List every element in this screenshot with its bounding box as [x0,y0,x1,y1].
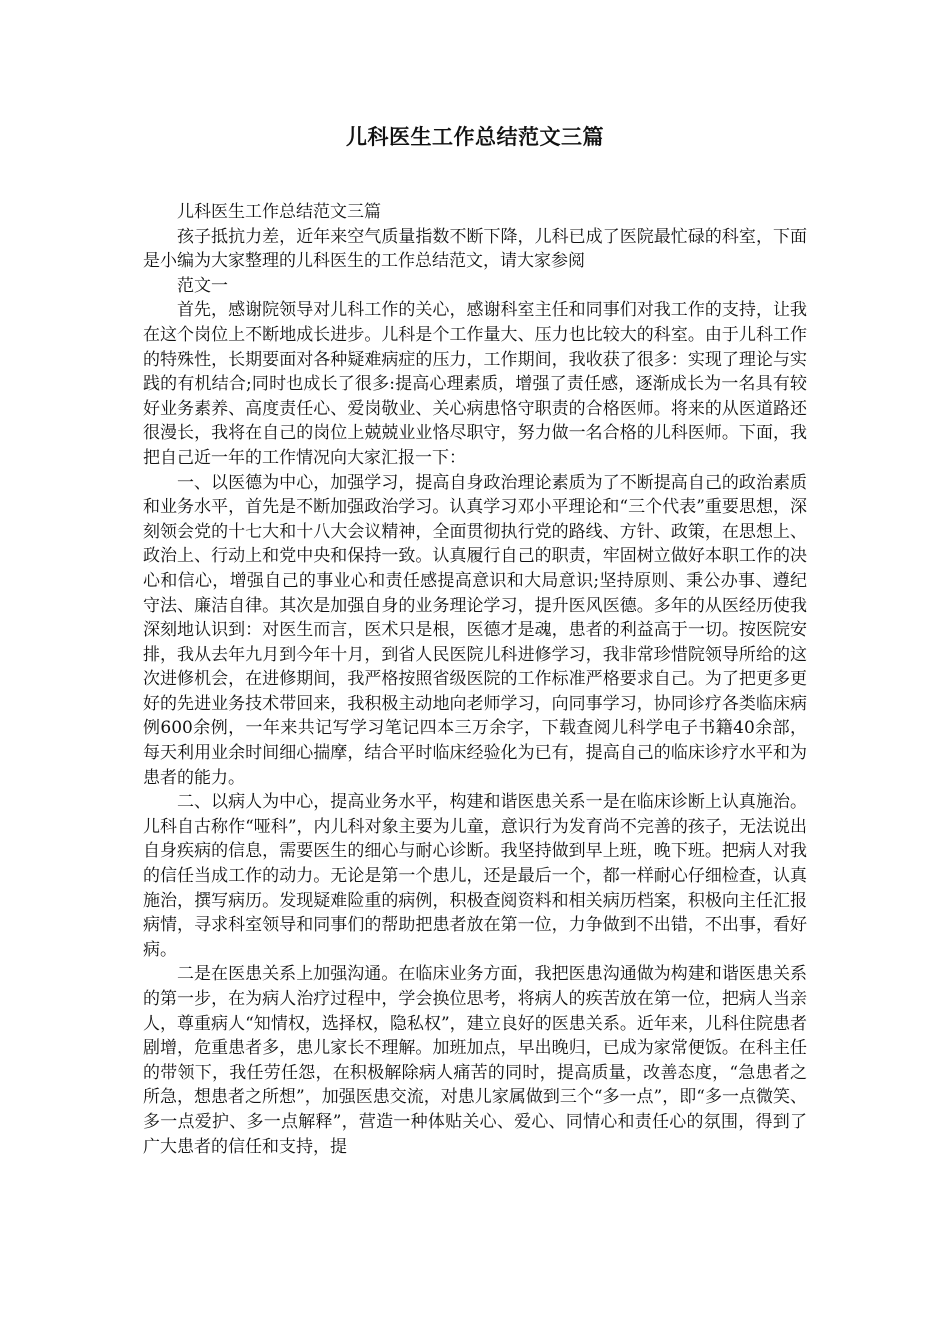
paragraph: 首先，感谢院领导对儿科工作的关心，感谢科室主任和同事们对我工作的支持，让我在这个岗位上不断地成长进步。儿科是个工作量大、压力也比较大的科室。由于儿科工作的特殊性，长期要面对各种疑难病症的压力，工作期间，我收获了很多：实现了理论与实践的有机结合;同时也成长了很多:提高心理素质，增强了责任感，逐渐成长为一名具有较好业务素养、高度责任心、爱岗敬业、关心病患恪守职责的合格医师。将来的从医道路还很漫长，我将在自己的岗位上兢兢业业恪尽职守，努力做一名合格的儿科医师。下面，我把自己近一年的工作情况向大家汇报一下： [143,300,807,468]
paragraph: 二是在医患关系上加强沟通。在临床业务方面，我把医患沟通做为构建和谐医患关系的第一步，在为病人治疗过程中，学会换位思考，将病人的疾苦放在第一位，把病人当亲人，尊重病人“知情权，选择权，隐私权”，建立良好的医患关系。近年来，儿科住院患者剧增，危重患者多，患儿家长不理解。加班加点，早出晚归，已成为家常便饭。在科主任的带领下，我任劳任怨，在积极解除病人痛苦的同时，提高质量，改善态度，“急患者之所急，想患者之所想”，加强医患交流，对患儿家属做到三个“多一点”，即“多一点微笑、多一点爱护、多一点解释”，营造一种体贴关心、爱心、同情心和责任心的氛围，得到了广大患者的信任和支持，提 [143,964,807,1157]
document-body [143,200,807,1159]
paragraph: 一、以医德为中心，加强学习，提高自身政治理论素质为了不断提高自己的政治素质和业务水平，首先是不断加强政治学习。认真学习邓小平理论和“三个代表”重要思想，深刻领会党的十七大和十八大会议精神，全面贯彻执行党的路线、方针、政策，在思想上、政治上、行动上和党中央和保持一致。认真履行自己的职责，牢固树立做好本职工作的决心和信心，增强自己的事业心和责任感提高意识和大局意识;坚持原则、秉公办事、遵纪守法、廉洁自律。其次是加强自身的业务理论学习，提升医风医德。多年的从医经历使我深刻地认识到：对医生而言，医术只是根，医德才是魂，患者的利益高于一切。按医院安排，我从去年九月到今年十月，到省人民医院儿科进修学习，我非常珍惜院领导所给的这次进修机会，在进修期间，我严格按照省级医院的工作标准严格要求自己。为了把更多更好的先进业务技术带回来，我积极主动地向老师学习，向同事学习，协同诊疗各类临床病例600余例，一年来共记写学习笔记四本三万余字，下载查阅儿科学电子书籍40余部，每天利用业余时间细心揣摩，结合平时临床经验化为已有，提高自己的临床诊疗水平和为患者的能力。 [143,472,807,788]
paragraph-intro: 孩子抵抗力差，近年来空气质量指数不断下降，儿科已成了医院最忙碌的科室，下面是小编为大家整理的儿科医生的工作总结范文，请大家参阅 [143,226,807,272]
paragraph-section-label: 范文一 [177,275,228,296]
document-title: 儿科医生工作总结范文三篇 [346,124,604,149]
paragraph-subtitle: 儿科医生工作总结范文三篇 [177,202,381,222]
paragraph: 二、以病人为中心，提高业务水平，构建和谐医患关系一是在临床诊断上认真施治。儿科自古称作“哑科”，内儿科对象主要为儿童，意识行为发育尚不完善的孩子，无法说出自身疾病的信息，需要医生的细心与耐心诊断。我坚持做到早上班，晚下班。把病人对我的信任当成工作的动力。无论是第一个患儿，还是最后一个，都一样耐心仔细检查，认真施治，撰写病历。发现疑难险重的病例，积极查阅资料和相关病历档案，积极向主任汇报病情，寻求科室领导和同事们的帮助把患者放在第一位，力争做到不出错，不出事，看好病。 [143,792,807,960]
